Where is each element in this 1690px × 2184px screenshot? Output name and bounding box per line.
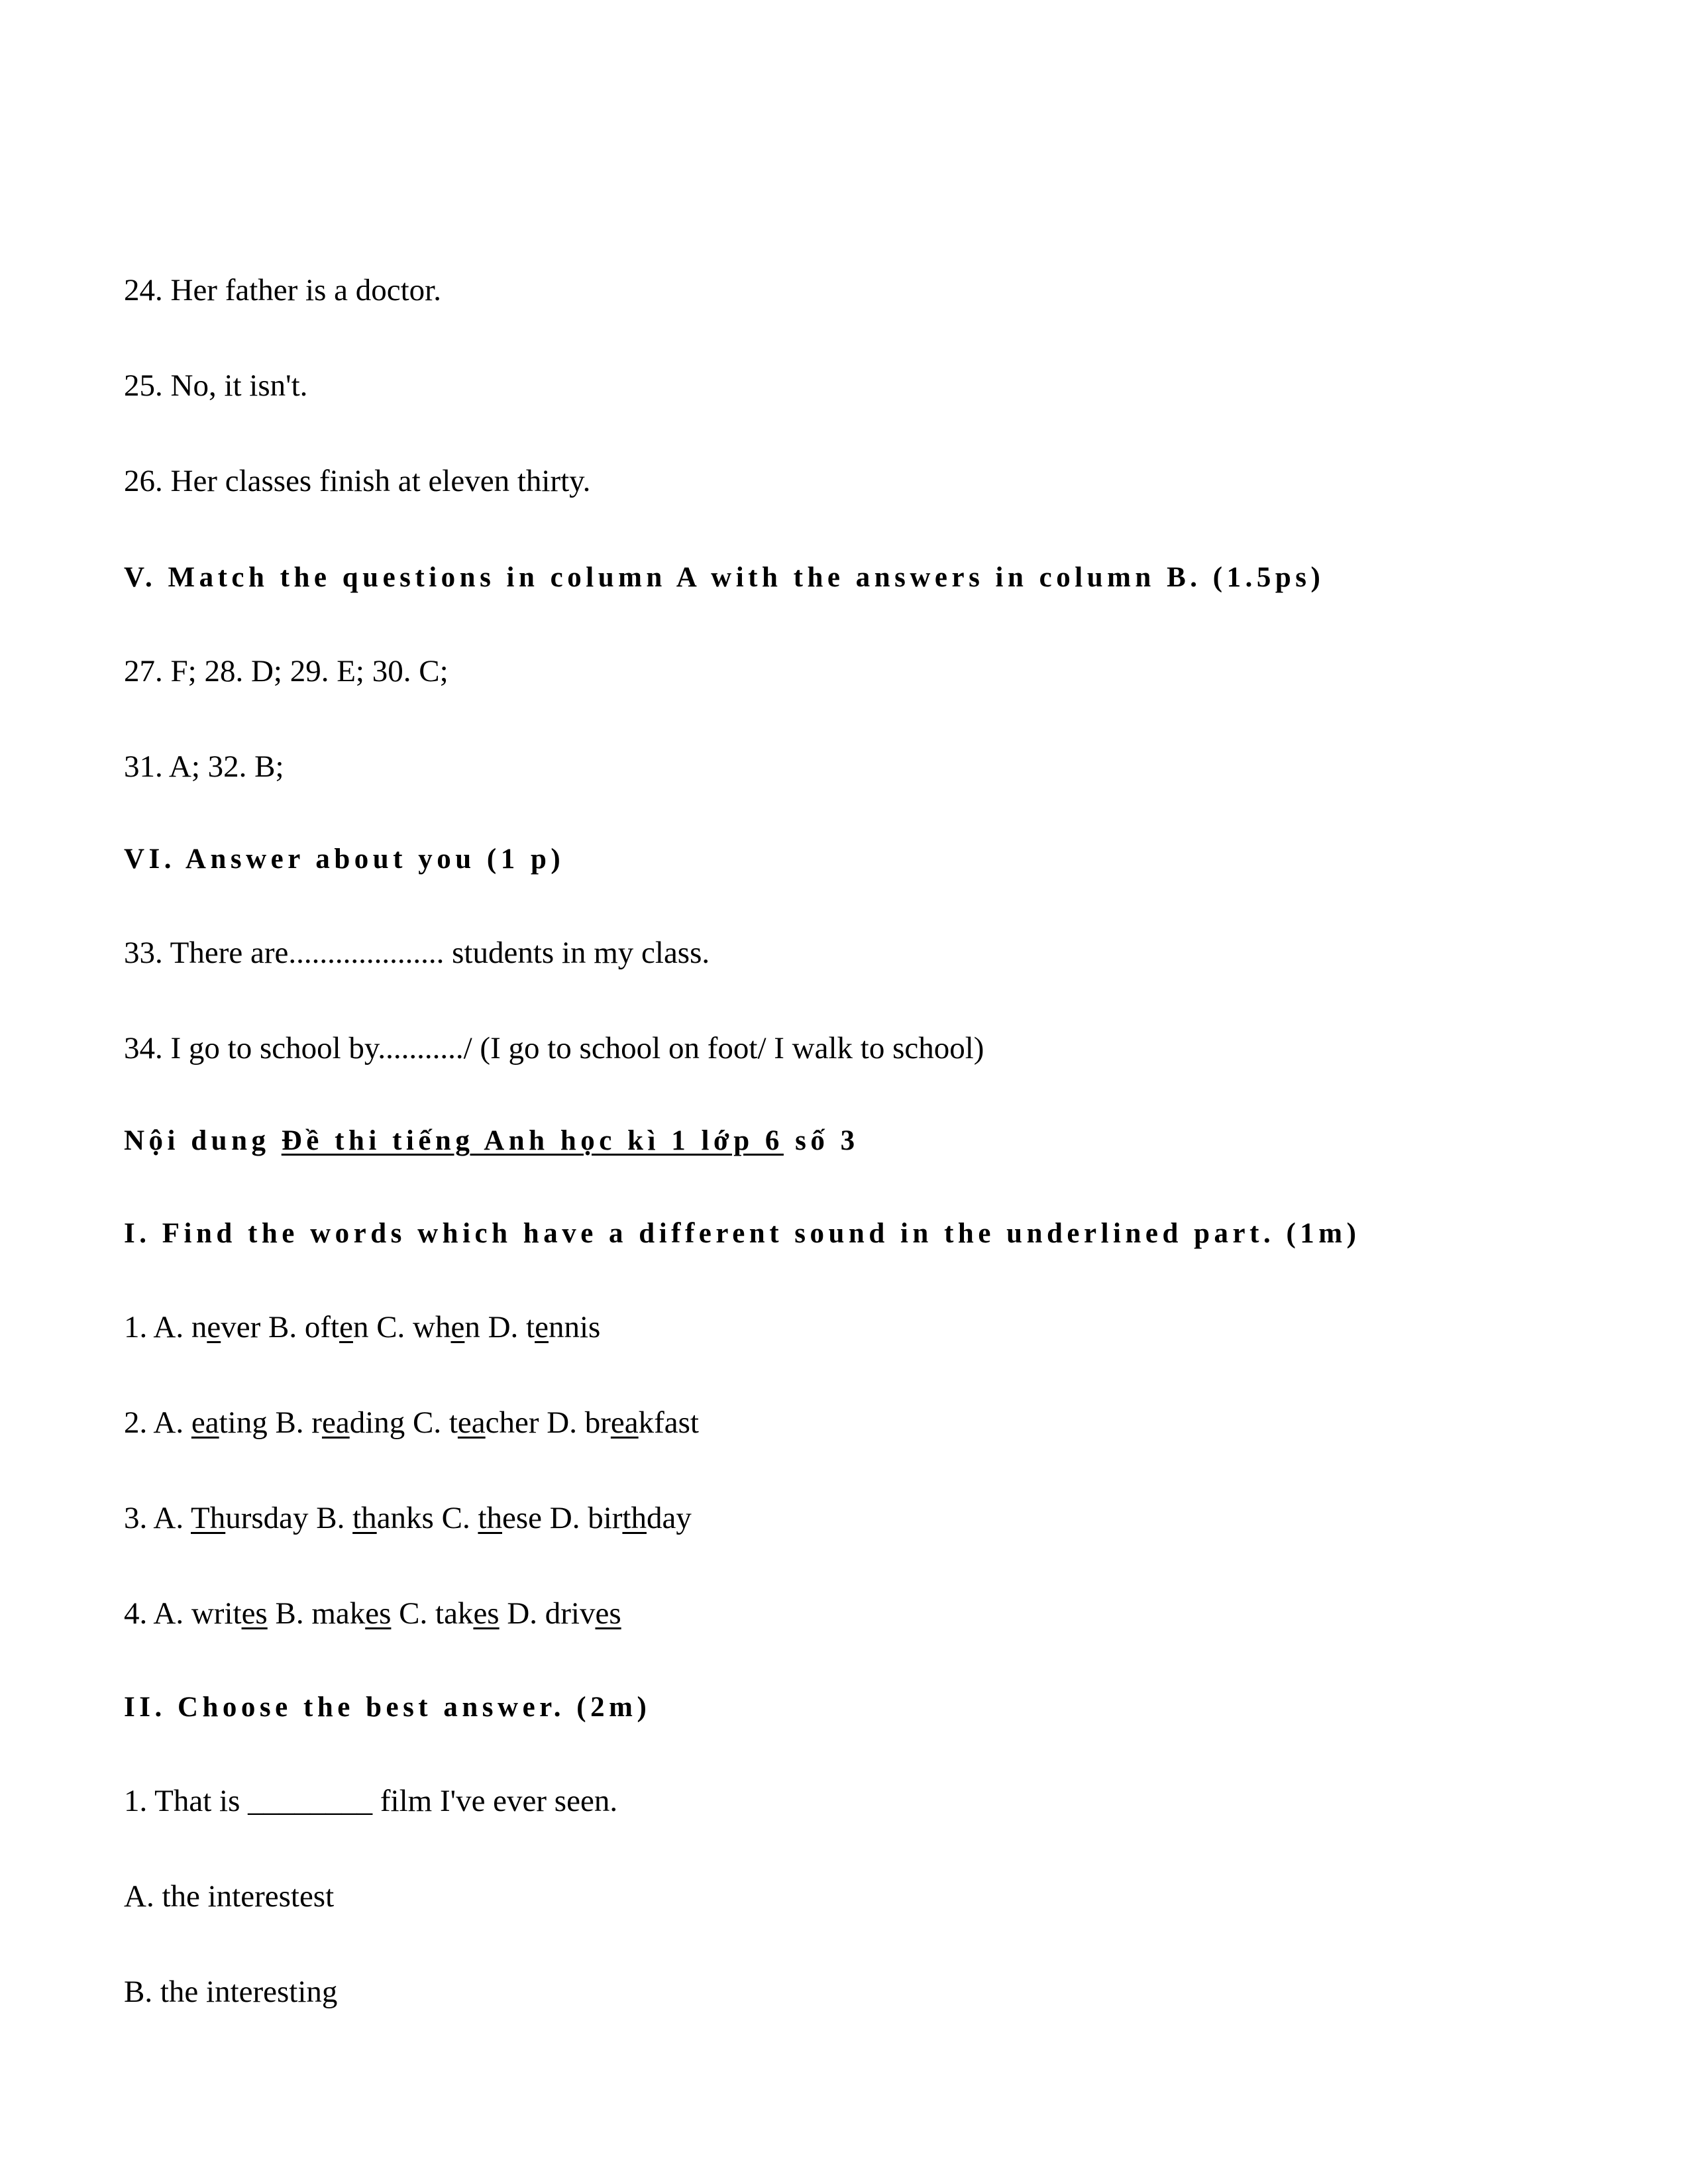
underlined-letters: th	[478, 1501, 502, 1535]
word-text: anks C.	[376, 1501, 478, 1535]
underlined-letters: th	[622, 1501, 647, 1535]
option-b: B. the interesting	[124, 1975, 338, 2009]
answer-line-27-30: 27. F; 28. D; 29. E; 30. C;	[124, 654, 449, 688]
word-text: ver B. oft	[221, 1310, 340, 1344]
underlined-letters: e	[535, 1310, 549, 1344]
word-text: 3. A.	[124, 1501, 191, 1535]
word-text: ding C. t	[349, 1405, 458, 1440]
word-text: D. driv	[499, 1596, 596, 1631]
underlined-letters: ea	[457, 1405, 486, 1440]
underlined-letters: es	[473, 1596, 500, 1631]
answer-34: 34. I go to school by.........../ (I go to school on foot/ I walk to school)	[124, 1031, 984, 1065]
question-3-pronunciation	[124, 1503, 692, 1534]
underlined-letters: es	[595, 1596, 621, 1631]
underlined-letters: e	[450, 1310, 465, 1344]
option-a: A. the interestest	[124, 1879, 335, 1914]
content-title-suffix: số 3	[783, 1125, 859, 1156]
word-text: kfast	[638, 1405, 699, 1440]
underlined-letters: ea	[191, 1405, 219, 1440]
answer-33: 33. There are.................... students in my class.	[124, 936, 710, 970]
underlined-letters: ea	[610, 1405, 639, 1440]
word-text: n C. wh	[352, 1310, 451, 1344]
underlined-letters: e	[339, 1310, 353, 1344]
underlined-letters: e	[207, 1310, 221, 1344]
answer-line-31-32: 31. A; 32. B;	[124, 749, 284, 784]
question-1-pronunciation	[124, 1312, 600, 1343]
word-text: cher D. br	[485, 1405, 611, 1440]
underlined-letters: th	[352, 1501, 377, 1535]
word-text: 2. A.	[124, 1405, 191, 1440]
word-text: ursday B.	[225, 1501, 353, 1535]
question-1-choice: 1. That is ________ film I've ever seen.	[124, 1784, 618, 1818]
answer-24: 24. Her father is a doctor.	[124, 273, 441, 307]
content-title	[124, 1126, 859, 1155]
section-v-heading: V. Match the questions in column A with the answers in column B. (1.5ps)	[124, 562, 1325, 593]
answer-26: 26. Her classes finish at eleven thirty.	[124, 464, 591, 498]
underlined-letters: es	[241, 1596, 268, 1631]
underlined-letters: ea	[321, 1405, 350, 1440]
word-text: 4. A. writ	[124, 1596, 242, 1631]
section-ii-heading: II. Choose the best answer. (2m)	[124, 1692, 651, 1723]
word-text: nnis	[548, 1310, 601, 1344]
word-text: 1. A. n	[124, 1310, 207, 1344]
content-title-prefix: Nội dung	[124, 1125, 282, 1156]
question-2-pronunciation	[124, 1407, 699, 1439]
word-text: B. mak	[267, 1596, 366, 1631]
section-vi-heading: VI. Answer about you (1 p)	[124, 844, 565, 875]
question-4-pronunciation	[124, 1598, 621, 1629]
word-text: ese D. bir	[502, 1501, 623, 1535]
exam-title-link[interactable]: Đề thi tiếng Anh học kì 1 lớp 6	[281, 1125, 784, 1156]
word-text: C. tak	[391, 1596, 474, 1631]
word-text: ting B. r	[219, 1405, 322, 1440]
answer-25: 25. No, it isn't.	[124, 368, 308, 403]
underlined-letters: es	[365, 1596, 392, 1631]
word-text: n D. t	[464, 1310, 535, 1344]
underlined-letters: Th	[191, 1501, 226, 1535]
section-i-heading: I. Find the words which have a different sound in the underlined part. (1m)	[124, 1218, 1361, 1249]
word-text: day	[646, 1501, 692, 1535]
